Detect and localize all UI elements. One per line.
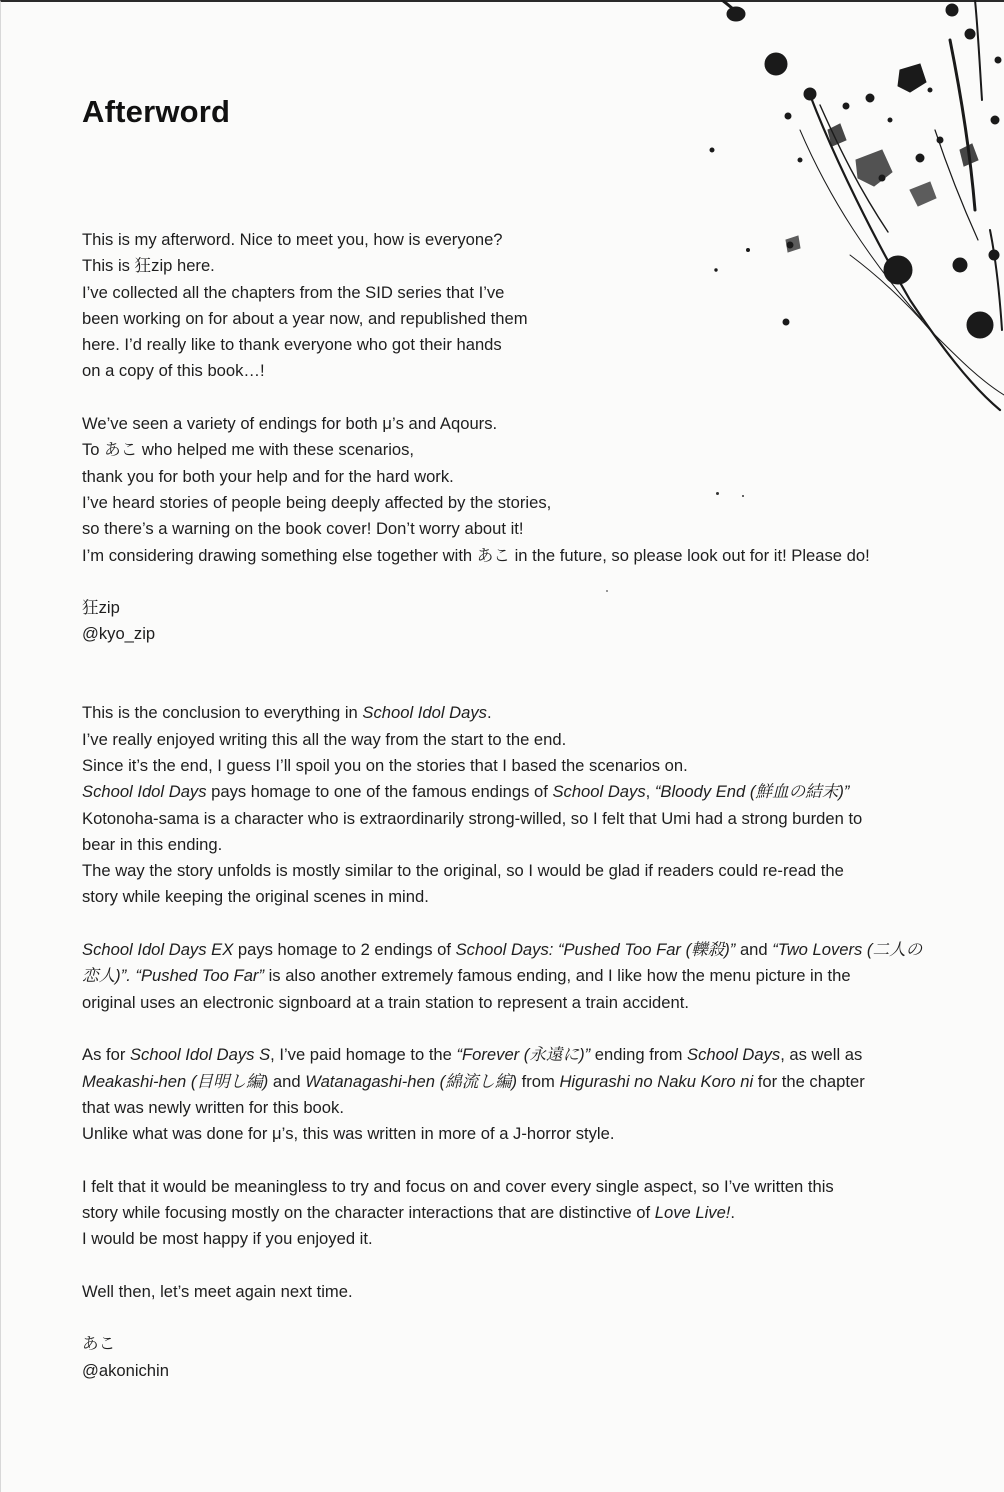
text-line: Kotonoha-sama is a character who is extraordinarily strong-willed, so I felt that Umi had a strong burden to [82, 808, 863, 828]
signature-name: 狂zip [82, 598, 120, 618]
text-line: Meakashi-hen (目明し編) and Watanagashi-hen (綿流し編) from Higurashi no Naku Koro ni for the chapter [82, 1071, 865, 1091]
text-line: story while focusing mostly on the character interactions that are distinctive of Love Live!. [82, 1202, 736, 1222]
signature-handle: @akonichin [82, 1360, 169, 1380]
text-line: bear in this ending. [82, 834, 223, 854]
text-line: As for School Idol Days S, I’ve paid homage to the “Forever (永遠に)” ending from School Days, as well as [82, 1045, 863, 1065]
text-line: Since it’s the end, I guess I’ll spoil you on the stories that I based the scenarios on. [82, 755, 688, 775]
text-line: I would be most happy if you enjoyed it. [82, 1229, 373, 1249]
page-title: Afterword [82, 94, 231, 129]
text-line: Well then, let’s meet again next time. [82, 1281, 353, 1301]
text-line: I’ve really enjoyed writing this all the way from the start to the end. [82, 729, 567, 749]
text-line: Unlike what was done for μ’s, this was written in more of a J-horror style. [82, 1124, 615, 1144]
text-line: that was newly written for this book. [82, 1097, 344, 1117]
text-line: thank you for both your help and for the hard work. [82, 466, 454, 486]
text-line: story while keeping the original scenes in mind. [82, 887, 429, 907]
text-line: I’ve collected all the chapters from the SID series that I’ve [82, 282, 505, 302]
text-line: I’ve heard stories of people being deeply affected by the stories, [82, 492, 552, 512]
text-line: I’m considering drawing something else together with あこ in the future, so please look out for it! Please do! [82, 545, 870, 565]
text-line: The way the story unfolds is mostly similar to the original, so I would be glad if readers could re-read the [82, 861, 844, 881]
text-line: This is the conclusion to everything in School Idol Days. [82, 703, 492, 723]
text-line: To あこ who helped me with these scenarios, [82, 440, 415, 460]
text-line: I felt that it would be meaningless to try and focus on and cover every single aspect, so I’ve written this [82, 1176, 834, 1196]
text-line: on a copy of this book…! [82, 361, 265, 381]
text-line: 恋人)”. “Pushed Too Far” is also another extremely famous ending, and I like how the menu picture in the [82, 966, 851, 986]
afterword-body [82, 227, 962, 1384]
text-line: School Idol Days pays homage to one of the famous endings of School Days, “Bloody End (鮮血の結末)” [82, 782, 850, 802]
text-line: so there’s a warning on the book cover! Don’t worry about it! [82, 519, 524, 539]
section-kyozip [82, 227, 962, 648]
text-line: original uses an electronic signboard at a train station to represent a train accident. [82, 992, 689, 1012]
signature-handle: @kyo_zip [82, 624, 156, 644]
signature-name: あこ [82, 1334, 116, 1354]
text-line: This is 狂zip here. [82, 256, 215, 276]
text-line: We’ve seen a variety of endings for both μ’s and Aqours. [82, 414, 498, 434]
text-line: here. I’d really like to thank everyone who got their hands [82, 335, 502, 355]
text-line: been working on for about a year now, and republished them [82, 308, 528, 328]
section-ako [82, 700, 962, 1384]
text-line: This is my afterword. Nice to meet you, how is everyone? [82, 230, 503, 249]
text-line: School Idol Days EX pays homage to 2 endings of School Days: “Pushed Too Far (轢殺)” and “Two Lovers (二人の [82, 940, 923, 960]
